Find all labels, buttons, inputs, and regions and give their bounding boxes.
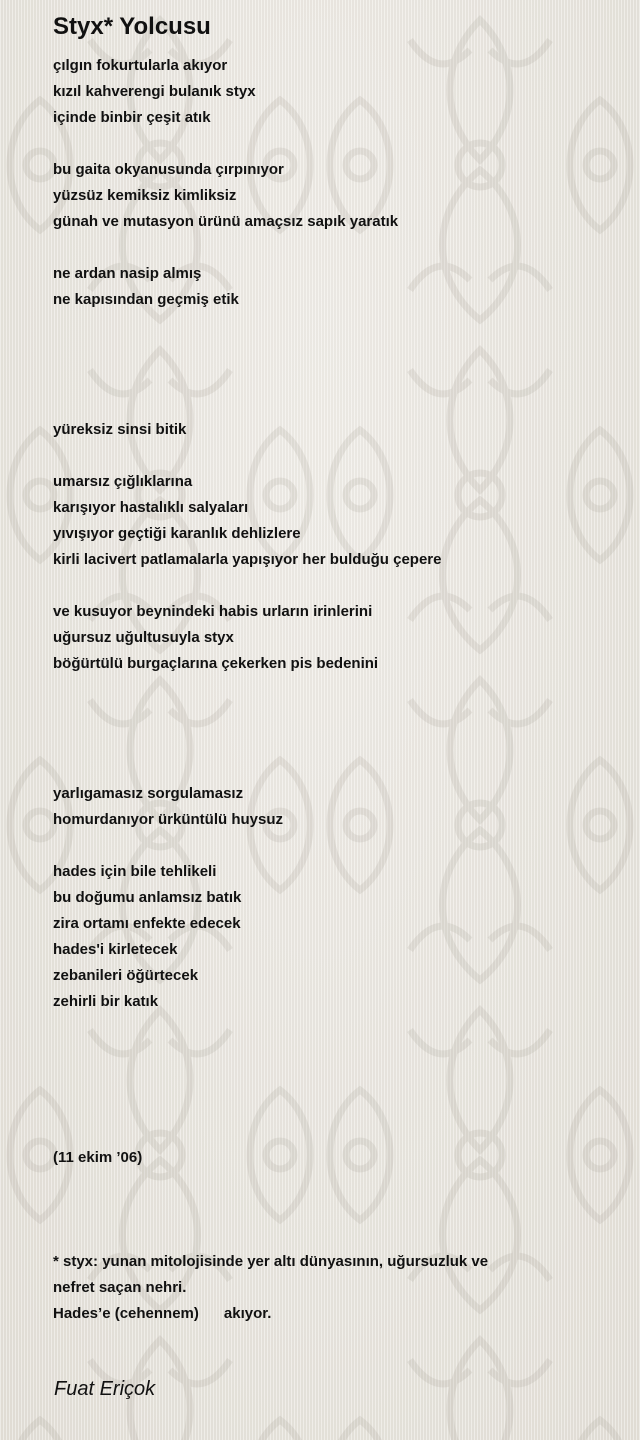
poem-blank-line [53, 365, 613, 391]
poem-line: ne kapısından geçmiş etik [53, 291, 239, 308]
poem-line: hades'i kirletecek [53, 941, 178, 958]
poem-line: * styx: yunan mitolojisinde yer altı dünyasının, uğursuzluk ve [53, 1253, 489, 1270]
poem-blank-line [53, 1067, 613, 1093]
poem-blank-line [53, 755, 613, 781]
poem-blank-line [53, 677, 613, 703]
poem-blank-line [53, 1041, 613, 1067]
poem-line: yüreksiz sinsi bitik [53, 421, 187, 438]
poem-line: uğursuz uğultusuyla styx [53, 629, 234, 646]
poem-blank-line [53, 729, 613, 755]
poem-blank-line [53, 131, 613, 157]
poem-line: zehirli bir katık [53, 993, 159, 1010]
poem-line: bu doğumu anlamsız batık [53, 889, 242, 906]
poem-blank-line [53, 443, 613, 469]
poem-blank-line [53, 573, 613, 599]
poem-line: (11 ekim ’06) [53, 1149, 143, 1166]
poem-line: zira ortamı enfekte edecek [53, 915, 241, 932]
poem-line: kızıl kahverengi bulanık styx [53, 83, 256, 100]
poem-blank-line [53, 1015, 613, 1041]
poem-line: böğürtülü burgaçlarına çekerken pis bedenini [53, 655, 379, 672]
poem-line: Hades’e (cehennem) akıyor. [53, 1305, 272, 1322]
poem-blank-line [53, 833, 613, 859]
poem-line: yıvışıyor geçtiği karanlık dehlizlere [53, 525, 301, 542]
poem-line: günah ve mutasyon ürünü amaçsız sapık yaratık [53, 213, 399, 230]
poem-blank-line [53, 1223, 613, 1249]
poem-line: çılgın fokurtularla akıyor [53, 57, 228, 74]
poem-line: kirli lacivert patlamalarla yapışıyor her bulduğu çepere [53, 551, 442, 568]
poem-blank-line [53, 1197, 613, 1223]
poem-title: Styx* Yolcusu [53, 13, 211, 40]
poem-line: bu gaita okyanusunda çırpınıyor [53, 161, 284, 178]
poem-line: yüzsüz kemiksiz kimliksiz [53, 187, 237, 204]
poem-blank-line [53, 1171, 613, 1197]
poem-line: ve kusuyor beynindeki habis urların irinlerini [53, 603, 373, 620]
poem-line: karışıyor hastalıklı salyaları [53, 499, 249, 516]
poem-author: Fuat Eriçok [54, 1378, 156, 1400]
poem-line: umarsız çığlıklarına [53, 473, 193, 490]
poem-line: ne ardan nasip almış [53, 265, 202, 282]
poem-container [53, 12, 613, 1327]
poem-body [53, 53, 613, 1327]
poem-blank-line [53, 313, 613, 339]
poem-line: homurdanıyor ürküntülü huysuz [53, 811, 284, 828]
poem-blank-line [53, 391, 613, 417]
poem-line: yarlıgamasız sorgulamasız [53, 785, 244, 802]
poem-blank-line [53, 1119, 613, 1145]
poem-blank-line [53, 235, 613, 261]
poem-blank-line [53, 703, 613, 729]
poem-line: zebanileri öğürtecek [53, 967, 199, 984]
poem-blank-line [53, 1093, 613, 1119]
poem-line: içinde binbir çeşit atık [53, 109, 211, 126]
poem-line: hades için bile tehlikeli [53, 863, 217, 880]
poem-blank-line [53, 339, 613, 365]
poem-line: nefret saçan nehri. [53, 1279, 187, 1296]
